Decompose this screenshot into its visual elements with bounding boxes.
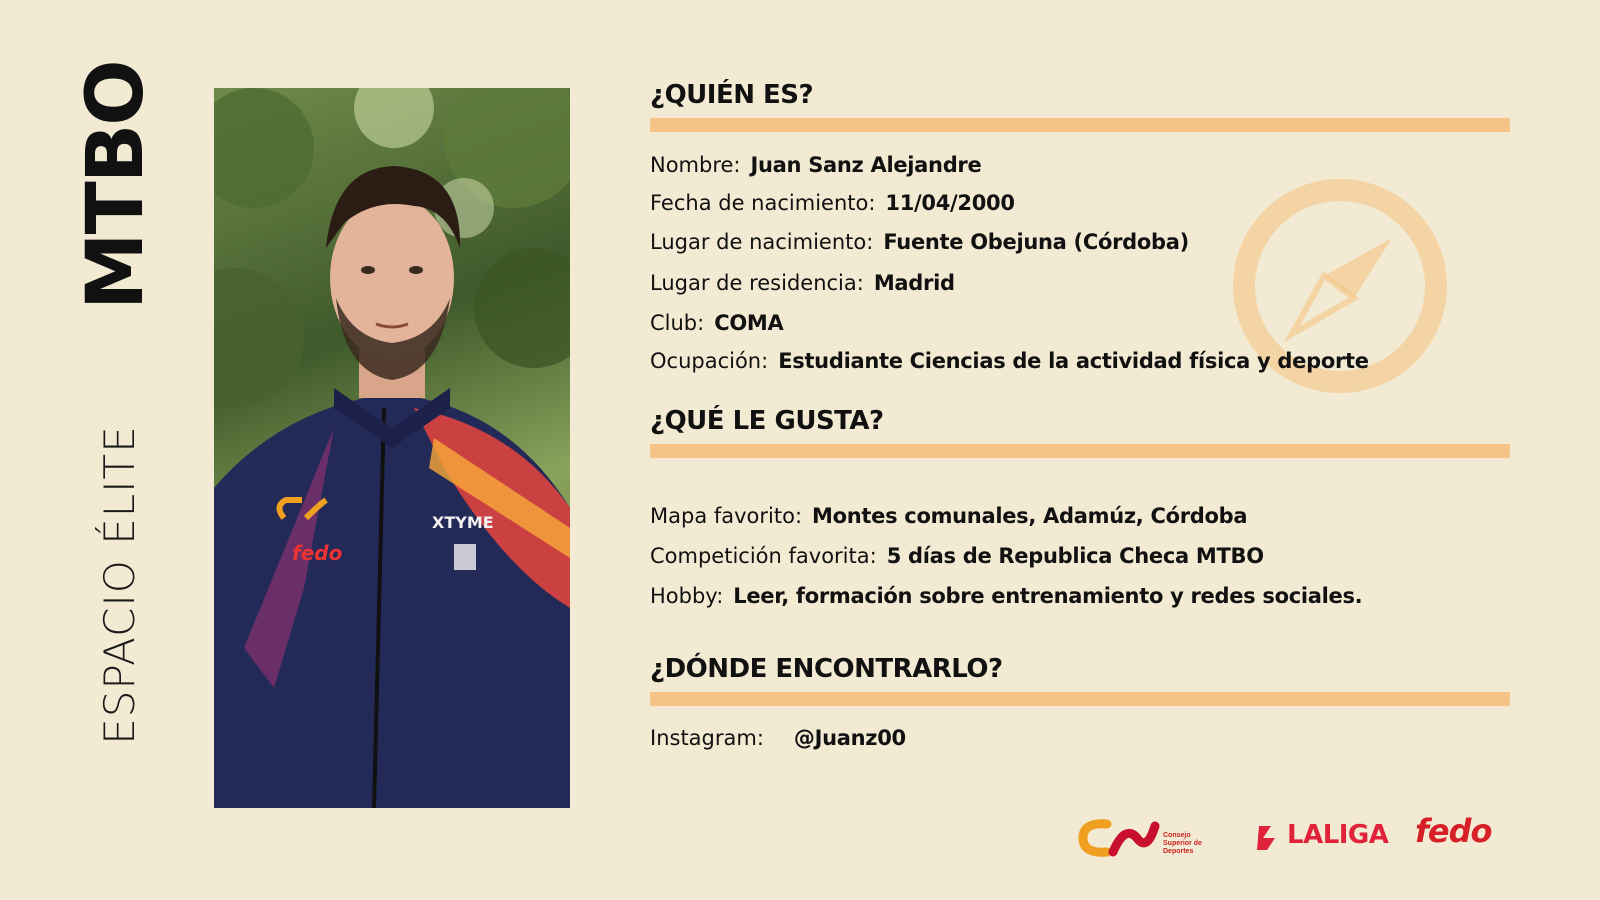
field-label: Mapa favorito:	[650, 504, 803, 528]
field-label: Nombre:	[650, 153, 741, 177]
field-value: Montes comunales, Adamúz, Córdoba	[812, 504, 1248, 528]
field-label: Club:	[650, 311, 705, 335]
field-name	[650, 152, 981, 178]
field-favorite-map	[650, 503, 1247, 529]
section-title-where: ¿DÓNDE ENCONTRARLO?	[650, 654, 1003, 684]
field-residence	[650, 270, 955, 296]
field-club	[650, 310, 783, 336]
jersey-logo-text: fedo	[292, 541, 343, 565]
laliga-logo-text: LALIGA	[1287, 820, 1389, 850]
field-hobby	[650, 583, 1362, 609]
field-birthdate	[650, 190, 1015, 216]
section-divider-who	[650, 118, 1510, 132]
csd-logo-text: Consejo Superior de Deportes	[1163, 832, 1202, 855]
field-value: 5 días de Republica Checa MTBO	[886, 544, 1264, 568]
field-label: Lugar de nacimiento:	[650, 230, 874, 254]
field-label: Competición favorita:	[650, 544, 877, 568]
field-birthplace	[650, 229, 1189, 255]
field-label: Hobby:	[650, 584, 724, 608]
field-occupation	[650, 348, 1369, 374]
space-title: ESPACIO ÉLITE	[95, 425, 144, 745]
section-title-who: ¿QUIÉN ES?	[650, 80, 814, 110]
athlete-photo	[214, 88, 570, 808]
field-instagram	[650, 725, 906, 751]
section-divider-likes	[650, 444, 1510, 458]
fedo-logo-text: fedo	[1415, 812, 1492, 850]
instagram-handle[interactable]: @Juanz00	[793, 726, 906, 750]
athlete-illustration	[214, 88, 570, 808]
section-divider-where	[650, 692, 1510, 706]
field-favorite-competition	[650, 543, 1264, 569]
field-value: COMA	[714, 311, 784, 335]
field-value: 11/04/2000	[885, 191, 1015, 215]
field-label: Lugar de residencia:	[650, 271, 864, 295]
field-value: Madrid	[873, 271, 955, 295]
sponsor-logos	[1075, 812, 1515, 862]
field-label: Ocupación:	[650, 349, 769, 373]
field-label: Instagram:	[650, 726, 764, 750]
sport-title: MTBO	[71, 61, 161, 310]
field-value: Juan Sanz Alejandre	[750, 153, 982, 177]
field-label: Fecha de nacimiento:	[650, 191, 876, 215]
laliga-logo-icon	[1253, 822, 1283, 852]
field-value: Leer, formación sobre entrenamiento y redes sociales.	[733, 584, 1363, 608]
jersey-brand-text: XTYME	[432, 513, 494, 532]
field-value: Estudiante Ciencias de la actividad física y deporte	[778, 349, 1369, 373]
field-value: Fuente Obejuna (Córdoba)	[883, 230, 1189, 254]
section-title-likes: ¿QUÉ LE GUSTA?	[650, 406, 884, 436]
csd-logo-icon	[1075, 816, 1160, 860]
